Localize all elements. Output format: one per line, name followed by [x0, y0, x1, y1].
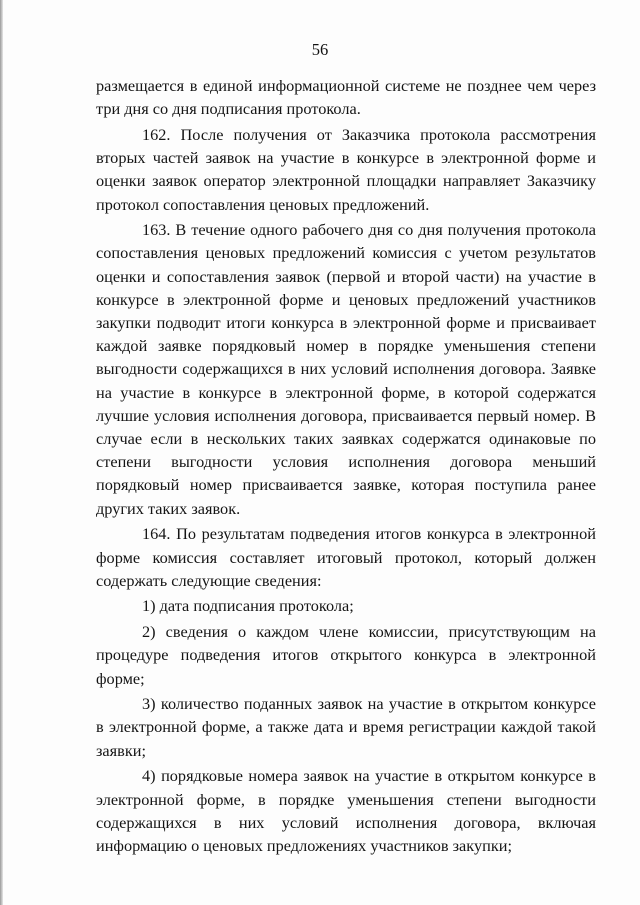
paragraph-163: 163. В течение одного рабочего дня со дня получения протокола сопоставления ценовых предложений комиссия с учетом результатов оценки и сопоставления заявок (первой и второй части) на участие в конкурсе в электронной форме и ценовых предложений участников закупки подводит итоги конкурса в электронной форме и присваивает каждой заявке порядковый номер в порядке уменьшения степени выгодности содержащихся в них условий исполнения договора. Заявке на участие в конкурсе в электронной форме, в которой содержатся лучшие условия исполнения договора, присваивается первый номер. В случае если в нескольких таких заявках содержатся одинаковые по степени выгодности условия исполнения договора меньший порядковый номер присваивается заявке, которая поступила ранее других таких заявок.	[96, 220, 596, 518]
list-item-2: 2) сведения о каждом члене комиссии, присутствующим на процедуре подведения итогов открытого конкурса в электронной форме;	[96, 622, 596, 688]
document-body	[96, 74, 596, 860]
paragraph-162: 162. После получения от Заказчика протокола рассмотрения вторых частей заявок на участие в конкурсе в электронной форме и оценки заявок оператор электронной площадки направляет Заказчику протокол сопоставления ценовых предложений.	[96, 124, 596, 214]
paragraph-164: 164. По результатам подведения итогов конкурса в электронной форме комиссия составляет итоговый протокол, который должен содержать следующие сведения:	[96, 524, 596, 590]
scan-edge-shadow	[0, 0, 3, 905]
list-item-1: 1) дата подписания протокола;	[142, 596, 354, 616]
page-number: 56	[311, 40, 329, 59]
list-item-4: 4) порядковые номера заявок на участие в открытом конкурсе в электронной форме, в порядке уменьшения степени выгодности содержащихся в них условий исполнения договора, включая информацию о ценовых предложениях участников закупки;	[96, 766, 596, 855]
paragraph-continuation: размещается в единой информационной системе не позднее чем через три дня со дня подписания протокола.	[96, 76, 596, 119]
list-item-3: 3) количество поданных заявок на участие в открытом конкурсе в электронной форме, а также дата и время регистрации каждой такой заявки;	[96, 694, 596, 760]
